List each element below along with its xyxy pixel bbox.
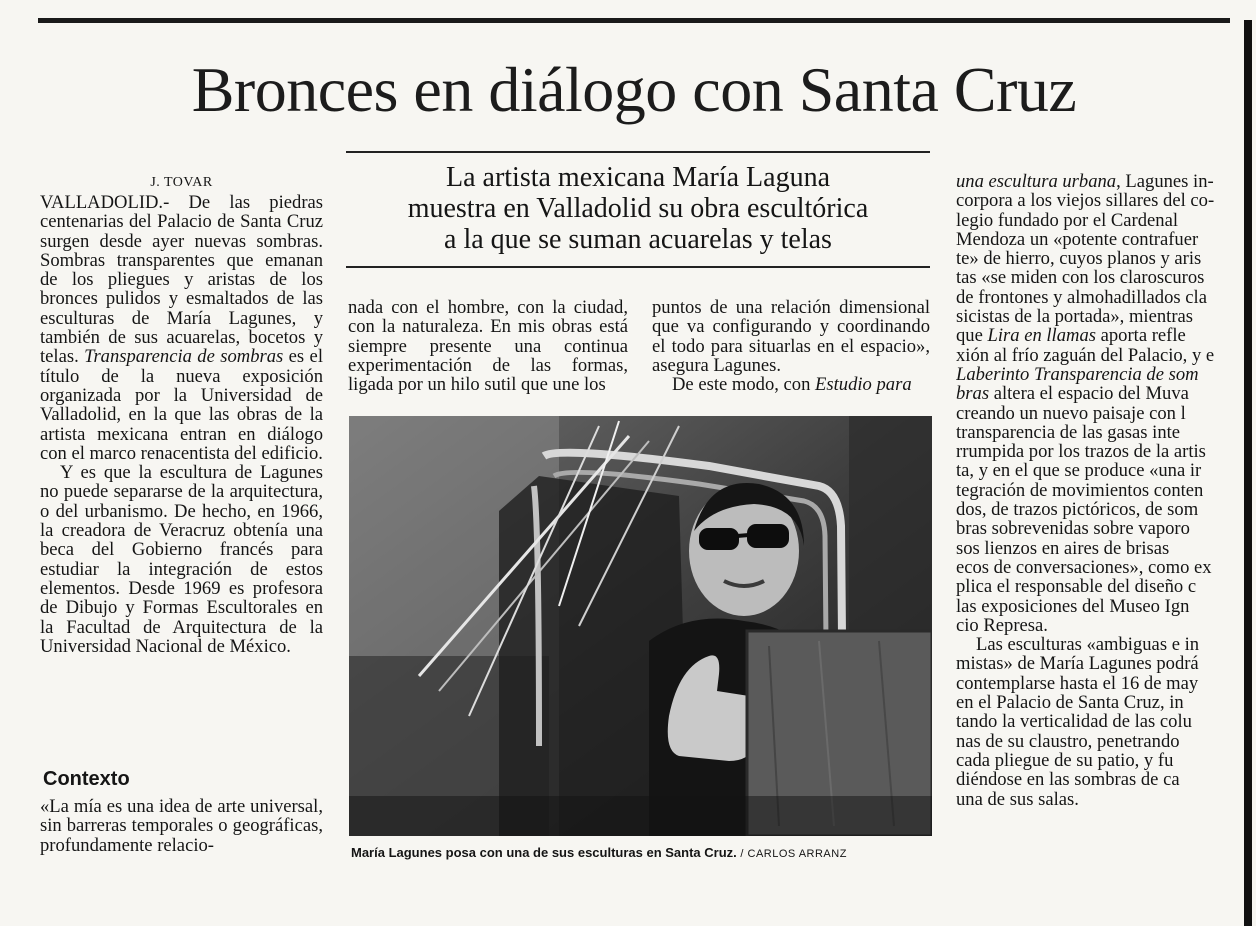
column4-line: sicistas de la portada», mientras xyxy=(956,306,1193,328)
column4-line: te» de hierro, cuyos planos y aris xyxy=(956,248,1202,270)
column4-line: una de sus salas. xyxy=(956,788,1079,809)
article-photo xyxy=(349,416,932,836)
column4-line: corpora a los viejos sillares del co- xyxy=(956,190,1215,212)
column4-line: tando la verticalidad de las colu xyxy=(956,711,1192,733)
article-column-1 xyxy=(40,193,323,656)
column4-line: legio fundado por el Cardenal xyxy=(956,209,1179,231)
page-edge xyxy=(1244,20,1252,926)
photo-credit: / CARLOS ARRANZ xyxy=(740,848,847,860)
column4-line: ecos de conversaciones», como ex xyxy=(956,556,1212,578)
column4-line: rrumpida por los trazos de la artis xyxy=(956,441,1206,463)
column4-line: cada pliegue de su patio, y fu xyxy=(956,749,1174,771)
column4-line: las exposiciones del Museo Ign xyxy=(956,595,1190,617)
column4-line: sos lienzos en aires de brisas xyxy=(956,537,1170,559)
column4-line: creando un nuevo paisaje con l xyxy=(956,402,1186,424)
paragraph-3: «La mía es una idea de arte universal, sin barreras temporales o geográficas, profundamente relacio- xyxy=(40,796,323,856)
column4-line: que Lira en llamas aporta refle xyxy=(956,325,1186,347)
column4-line: bras sobrevenidas sobre vaporo xyxy=(956,518,1190,540)
column4-line: dos, de trazos pictóricos, de som xyxy=(956,499,1199,521)
column4-line: de frontones y almohadillados cla xyxy=(956,286,1207,308)
column4-line: bras altera el espacio del Muva xyxy=(956,383,1189,405)
section-heading: Contexto xyxy=(43,768,130,790)
column4-line: diéndose en las sombras de ca xyxy=(956,769,1180,791)
article-column-3: puntos de una relación dimensional que va configurando y coordinando el todo para situarlas en el espacio», asegura Lagunes. De este modo, con Estudio para xyxy=(652,297,930,396)
column4-line: contemplarse hasta el 16 de may xyxy=(956,672,1199,694)
column4-line: tegración de movimientos conten xyxy=(956,479,1204,501)
article-column-4 xyxy=(956,172,1226,809)
column4-line: tas «se miden con los claroscuros xyxy=(956,267,1205,289)
paragraph-2: Y es que la escultura de Lagunes no puede separarse de la arquitectura, o del urbanismo. De hecho, en 1966, la creadora de Veracruz obtenía una beca del Gobierno francés para estudiar la integración de estos elementos. Desde 1969 es profesora de Dibujo y Formas Escultorales en la Facultad de Arquitectura de la Universidad Nacional de México. xyxy=(40,462,323,657)
photo-caption xyxy=(351,845,941,860)
column4-line: cio Represa. xyxy=(956,614,1048,636)
paragraph-1: VALLADOLID.- De las piedras centenarias del Palacio de Santa Cruz surgen desde ayer nuevas sombras. Sombras transparentes que emanan de los pliegues y aristas de los bronces pulidos y esmaltados de las esculturas de María Lagunes, y también de sus acuarelas, bocetos y telas. Transparencia de sombras es el título de la nueva exposición organizada por la Universidad de Valladolid, en la que las obras de la artista mexicana entran en diálogo con el marco renacentista del edificio. xyxy=(40,192,323,464)
column4-line: nas de su claustro, penetrando xyxy=(956,730,1180,752)
top-rule xyxy=(38,18,1230,23)
column4-line: Las esculturas «ambiguas e in xyxy=(976,634,1200,656)
column4-line: xión al frío zaguán del Palacio, y e xyxy=(956,344,1215,366)
caption-text: María Lagunes posa con una de sus esculturas en Santa Cruz. xyxy=(351,845,737,860)
column4-line: mistas» de María Lagunes podrá xyxy=(956,653,1199,675)
article-column-1-continued xyxy=(40,797,323,855)
subheadline-rule-top xyxy=(346,151,930,153)
column4-line: Laberinto Transparencia de som xyxy=(956,363,1199,385)
column4-line: en el Palacio de Santa Cruz, in xyxy=(956,692,1184,714)
column4-line: una escultura urbana, Lagunes in- xyxy=(956,172,1214,192)
headline: Bronces en diálogo con Santa Cruz xyxy=(191,54,1077,125)
article-column-2: nada con el hombre, con la ciudad, con la naturaleza. En mis obras está siempre presente una continua experimentación de las formas, ligada por un hilo sutil que une los xyxy=(348,297,628,396)
column4-line: ta, y en el que se produce «una ir xyxy=(956,460,1202,482)
column4-line: transparencia de las gasas inte xyxy=(956,421,1181,443)
subheadline-rule-bottom xyxy=(346,266,930,268)
subheadline: La artista mexicana María Laguna muestra en Valladolid su obra escultórica a la que se suman acuarelas y telas xyxy=(407,162,869,255)
byline: J. TOVAR xyxy=(150,175,213,190)
column4-line: Mendoza un «potente contrafuer xyxy=(956,228,1199,250)
column4-line: plica el responsable del diseño c xyxy=(956,576,1197,598)
